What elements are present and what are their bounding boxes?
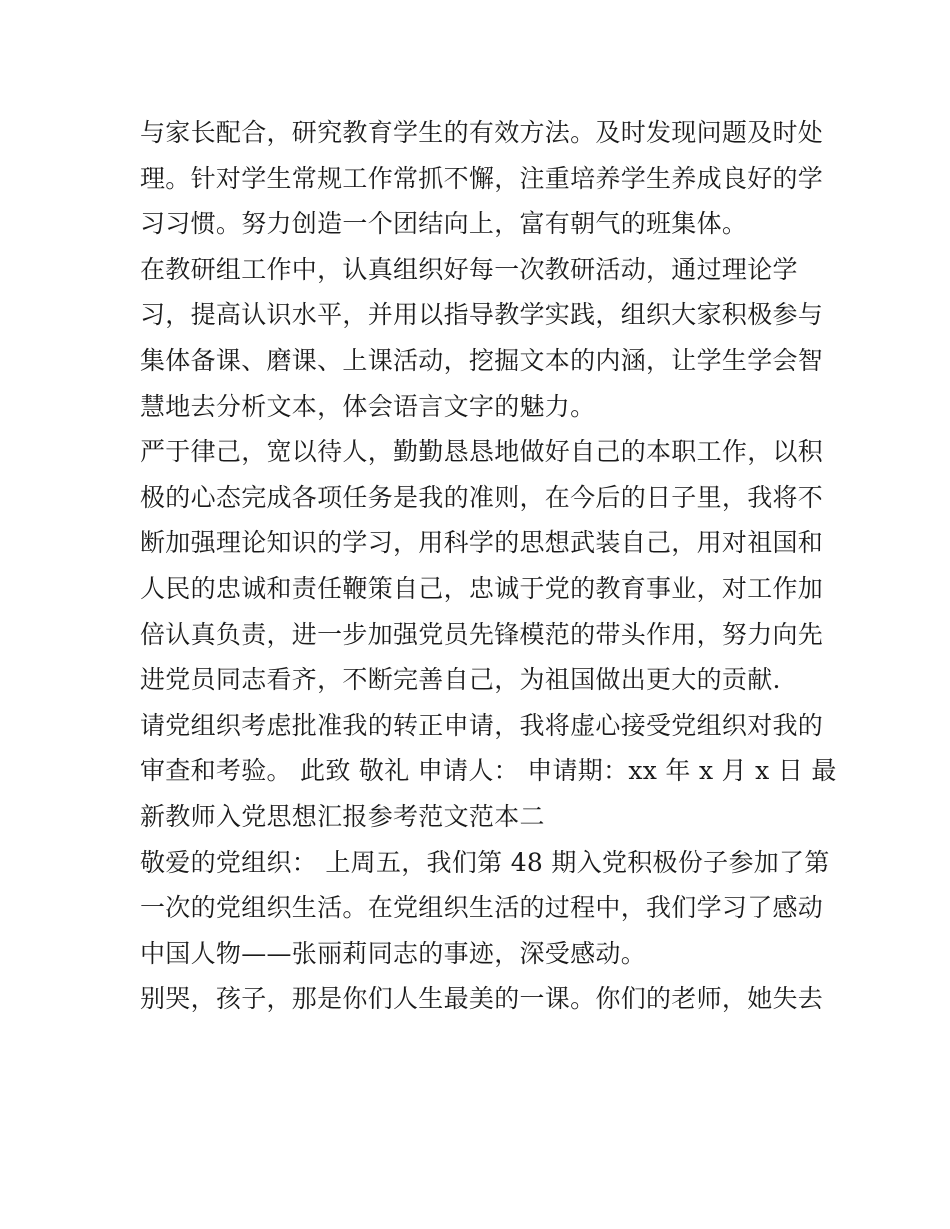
text-line: 习，提高认识水平，并用以指导教学实践，组织大家积极参与 — [140, 300, 824, 330]
text-line: 一次的党组织生活。在党组织生活的过程中，我们学习了感动 — [140, 893, 824, 923]
text-line: 审查和考验。 此致 敬礼 申请人： 申请期：xx 年 x 月 x 日 最 — [140, 756, 837, 786]
text-line: 集体备课、磨课、上课活动，挖掘文本的内涵，让学生学会智 — [140, 345, 824, 375]
text-line: 极的心态完成各项任务是我的准则，在今后的日子里，我将不 — [140, 482, 824, 512]
text-line: 理。针对学生常规工作常抓不懈，注重培养学生养成良好的学 — [140, 163, 824, 193]
text-line: 断加强理论知识的学习，用科学的思想武装自己，用对祖国和 — [140, 528, 824, 558]
text-line: 习习惯。努力创造一个团结向上，富有朝气的班集体。 — [140, 209, 748, 239]
text-line: 中国人物——张丽莉同志的事迹，深受感动。 — [140, 938, 647, 968]
text-line: 慧地去分析文本，体会语言文字的魅力。 — [140, 391, 596, 421]
body-text — [140, 110, 837, 1022]
text-line: 倍认真负责，进一步加强党员先锋模范的带头作用，努力向先 — [140, 619, 824, 649]
text-line: 进党员同志看齐，不断完善自己，为祖国做出更大的贡献. — [140, 665, 781, 695]
text-line: 请党组织考虑批准我的转正申请，我将虚心接受党组织对我的 — [140, 710, 824, 740]
text-line: 在教研组工作中，认真组织好每一次教研活动，通过理论学 — [140, 254, 798, 284]
text-line: 别哭，孩子，那是你们人生最美的一课。你们的老师，她失去 — [140, 984, 824, 1014]
text-line: 新教师入党思想汇报参考范文范本二 — [140, 801, 545, 831]
text-line: 严于律己，宽以待人，勤勤恳恳地做好自己的本职工作，以积 — [140, 437, 824, 467]
text-line: 人民的忠诚和责任鞭策自己，忠诚于党的教育事业，对工作加 — [140, 573, 824, 603]
text-line: 敬爱的党组织： 上周五，我们第 48 期入党积极份子参加了第 — [140, 847, 830, 877]
text-line: 与家长配合，研究教育学生的有效方法。及时发现问题及时处 — [140, 118, 824, 147]
